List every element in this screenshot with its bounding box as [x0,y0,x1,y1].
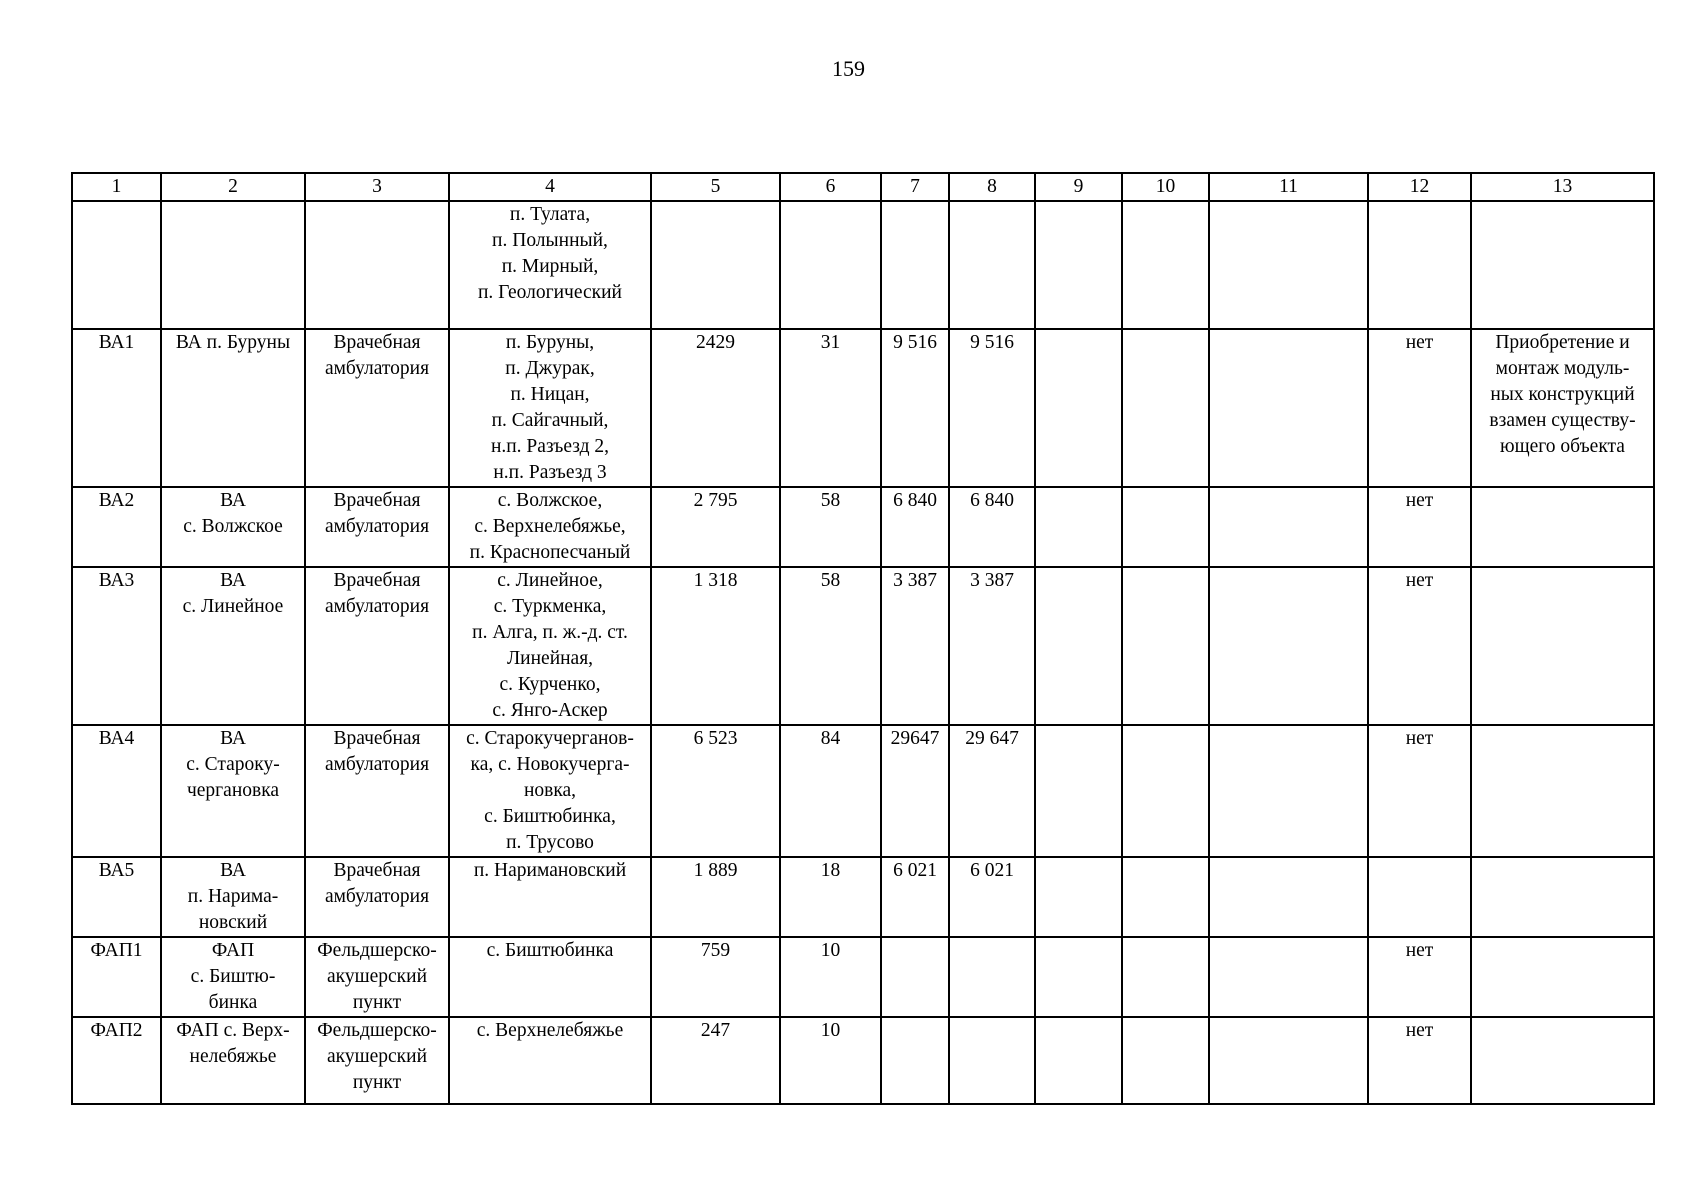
cell-text: ВА2 [98,490,135,511]
cell-text: ФАП1 [90,940,143,961]
table-cell-col-6 [780,487,881,567]
table-cell-col-2 [161,857,305,937]
table-cell-col-10 [1122,567,1209,725]
cell-text: ВА5 [98,860,135,881]
table-row [72,937,1654,1017]
table-cell-col-11 [1209,487,1368,567]
cell-text: 18 [820,860,841,881]
table-cell-col-9 [1035,567,1122,725]
table-cell-col-12 [1368,857,1471,937]
table-cell-col-4 [449,725,651,857]
table-cell-col-3 [305,1017,449,1104]
table-cell-col-2 [161,329,305,487]
table-cell-col-4 [449,937,651,1017]
table-cell-col-9 [1035,1017,1122,1104]
table-cell-col-3 [305,567,449,725]
table-cell-col-5 [651,857,780,937]
table-cell-col-1 [72,201,161,329]
cell-text: 6 523 [693,728,738,749]
cell-text: 10 [820,1020,841,1041]
table-cell-col-8 [949,201,1035,329]
table-cell-col-10 [1122,725,1209,857]
cell-text: 247 [700,1020,731,1041]
table-cell-col-8 [949,857,1035,937]
table-cell-col-4 [449,567,651,725]
cell-text: ВА п. Нарима- новский [187,860,279,933]
cell-text: Фельдшерско- акушерский пункт [317,940,437,1013]
cell-text: ВА1 [98,332,135,353]
table-cell-col-4 [449,329,651,487]
table-cell-col-11 [1209,201,1368,329]
table-cell-col-11 [1209,725,1368,857]
table-header-row [72,173,1654,201]
cell-text: 9 516 [893,332,937,353]
table-cell-col-6 [780,567,881,725]
table-cell-col-4 [449,201,651,329]
table-cell-col-1 [72,1017,161,1104]
cell-text: нет [1405,1020,1434,1041]
table-cell-col-2 [161,725,305,857]
cell-text: ВА с. Староку- чергановка [186,728,280,801]
table-cell-col-5 [651,937,780,1017]
table-cell-col-11 [1209,329,1368,487]
data-table [71,172,1655,1105]
column-header-9: 9 [1035,173,1122,201]
table-cell-col-7 [881,201,949,329]
table-cell-col-6 [780,329,881,487]
cell-text: п. Буруны, п. Джурак, п. Ницан, п. Сайгачный, н.п. Разъезд 2, н.п. Разъезд 3 [490,332,610,483]
cell-text: с. Линейное, с. Туркменка, п. Алга, п. ж.-д. ст. Линейная, с. Курченко, с. Янго-Аскер [472,570,628,721]
table-cell-col-13 [1471,567,1654,725]
table-cell-col-8 [949,329,1035,487]
cell-text: 3 387 [970,570,1014,591]
page-number: 159 [832,56,865,81]
cell-text: 29647 [890,728,940,749]
table-cell-col-3 [305,725,449,857]
table-cell-col-10 [1122,201,1209,329]
cell-text: ВА с. Линейное [182,570,284,617]
table-cell-col-12 [1368,487,1471,567]
table-cell-col-6 [780,937,881,1017]
table-cell-col-8 [949,937,1035,1017]
table-cell-col-9 [1035,329,1122,487]
cell-text: 1 318 [693,570,738,591]
table-cell-col-13 [1471,329,1654,487]
table-cell-col-1 [72,857,161,937]
cell-text: 2 795 [693,490,738,511]
table-cell-col-12 [1368,937,1471,1017]
table-cell-col-11 [1209,937,1368,1017]
cell-text: с. Верхнелебяжье [476,1020,624,1041]
cell-text: 3 387 [893,570,937,591]
table-cell-col-1 [72,487,161,567]
table-cell-col-11 [1209,857,1368,937]
table-cell-col-6 [780,725,881,857]
cell-text: 1 889 [693,860,738,881]
table-cell-col-13 [1471,857,1654,937]
cell-text: Врачебная амбулатория [324,490,430,537]
table-cell-col-5 [651,201,780,329]
cell-text: ФАП с. Верх- нелебяжье [176,1020,290,1067]
table-cell-col-8 [949,725,1035,857]
table-cell-col-9 [1035,201,1122,329]
table-cell-col-12 [1368,725,1471,857]
table-cell-col-7 [881,487,949,567]
table-cell-col-5 [651,567,780,725]
table-cell-col-9 [1035,937,1122,1017]
cell-text: с. Старокучерганов- ка, с. Новокучерга- новка, с. Биштюбинка, п. Трусово [466,728,634,853]
table-cell-col-10 [1122,1017,1209,1104]
cell-text: 10 [820,940,841,961]
cell-text: 31 [820,332,841,353]
table-cell-col-8 [949,567,1035,725]
cell-text: Фельдшерско- акушерский пункт [317,1020,437,1093]
table-cell-col-1 [72,329,161,487]
table-cell-col-11 [1209,567,1368,725]
table-cell-col-1 [72,725,161,857]
cell-text: Приобретение и монтаж модуль- ных конструкций взамен существу- ющего объекта [1489,332,1636,457]
table-cell-col-6 [780,1017,881,1104]
cell-text: нет [1405,332,1434,353]
table-cell-col-5 [651,725,780,857]
table-cell-col-3 [305,937,449,1017]
table-cell-col-2 [161,201,305,329]
table-cell-col-3 [305,329,449,487]
cell-text: 9 516 [970,332,1014,353]
table-cell-col-7 [881,857,949,937]
cell-text: с. Волжское, с. Верхнелебяжье, п. Краснопесчаный [469,490,631,563]
table-cell-col-3 [305,857,449,937]
table-cell-col-10 [1122,487,1209,567]
table-cell-col-8 [949,1017,1035,1104]
column-header-3: 3 [305,173,449,201]
cell-text: нет [1405,728,1434,749]
table-body [72,201,1654,1104]
table-cell-col-2 [161,1017,305,1104]
table-row [72,487,1654,567]
cell-text: п. Наримановский [473,860,627,881]
table-cell-col-5 [651,329,780,487]
cell-text: Врачебная амбулатория [324,728,430,775]
cell-text: Врачебная амбулатория [324,570,430,617]
table-cell-col-3 [305,487,449,567]
cell-text: 759 [700,940,731,961]
column-header-7: 7 [881,173,949,201]
cell-text: 58 [820,490,841,511]
cell-text: 6 021 [893,860,937,881]
cell-text: 2429 [696,332,735,353]
table-cell-col-2 [161,567,305,725]
cell-text: п. Тулата, п. Полынный, п. Мирный, п. Геологический [478,204,622,303]
table-cell-col-6 [780,857,881,937]
column-header-8: 8 [949,173,1035,201]
table-row [72,567,1654,725]
table-cell-col-7 [881,329,949,487]
table-cell-col-7 [881,937,949,1017]
table-cell-col-13 [1471,1017,1654,1104]
cell-text: 6 840 [970,490,1014,511]
cell-text: нет [1405,940,1434,961]
table-cell-col-9 [1035,725,1122,857]
table-row [72,201,1654,329]
table-cell-col-1 [72,567,161,725]
table-cell-col-5 [651,487,780,567]
table-cell-col-9 [1035,487,1122,567]
table-row [72,725,1654,857]
cell-text: с. Биштюбинка [486,940,614,961]
cell-text: 29 647 [965,728,1019,749]
cell-text: ФАП2 [90,1020,143,1041]
table-cell-col-13 [1471,487,1654,567]
table-cell-col-9 [1035,857,1122,937]
cell-text: ВА с. Волжское [183,490,283,537]
table-cell-col-13 [1471,725,1654,857]
table-cell-col-10 [1122,329,1209,487]
table-cell-col-6 [780,201,881,329]
table-cell-col-11 [1209,1017,1368,1104]
column-header-12: 12 [1368,173,1471,201]
table-row [72,329,1654,487]
table-cell-col-12 [1368,201,1471,329]
cell-text: 6 840 [893,490,937,511]
column-header-1: 1 [72,173,161,201]
column-header-4: 4 [449,173,651,201]
table-cell-col-7 [881,567,949,725]
table-cell-col-4 [449,857,651,937]
table-cell-col-10 [1122,937,1209,1017]
cell-text: нет [1405,570,1434,591]
table-cell-col-4 [449,1017,651,1104]
table-cell-col-3 [305,201,449,329]
cell-text: Врачебная амбулатория [324,860,430,907]
cell-text: нет [1405,490,1434,511]
column-header-5: 5 [651,173,780,201]
column-header-10: 10 [1122,173,1209,201]
table-cell-col-12 [1368,329,1471,487]
table-cell-col-12 [1368,1017,1471,1104]
cell-text: ФАП с. Биштю- бинка [190,940,276,1013]
column-header-6: 6 [780,173,881,201]
table-cell-col-2 [161,487,305,567]
table-cell-col-7 [881,1017,949,1104]
cell-text: 84 [820,728,841,749]
column-header-13: 13 [1471,173,1654,201]
table-cell-col-7 [881,725,949,857]
cell-text: ВА4 [98,728,135,749]
table-cell-col-12 [1368,567,1471,725]
table-cell-col-1 [72,937,161,1017]
table-cell-col-5 [651,1017,780,1104]
cell-text: ВА3 [98,570,135,591]
table-cell-col-8 [949,487,1035,567]
table-cell-col-13 [1471,937,1654,1017]
cell-text: 6 021 [970,860,1014,881]
cell-text: ВА п. Буруны [175,332,291,353]
table-row [72,1017,1654,1104]
column-header-2: 2 [161,173,305,201]
table-row [72,857,1654,937]
cell-text: 58 [820,570,841,591]
table-cell-col-4 [449,487,651,567]
column-header-11: 11 [1209,173,1368,201]
table-cell-col-10 [1122,857,1209,937]
table-cell-col-13 [1471,201,1654,329]
table-cell-col-2 [161,937,305,1017]
cell-text: Врачебная амбулатория [324,332,430,379]
